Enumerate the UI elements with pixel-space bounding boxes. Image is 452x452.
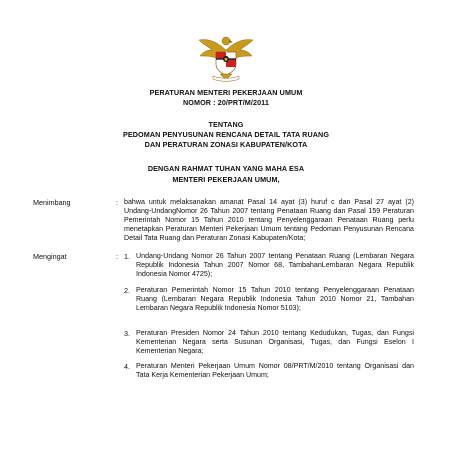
mengingat-item-text: Peraturan Menteri Pekerjaan Umum Nomor 08/PRT/M/2010 tentang Organisasi dan Tata Kerja Kementerian Pekerjaan Umum;: [136, 362, 414, 380]
mengingat-item-number: 4.: [124, 362, 130, 371]
tentang-heading: TENTANG: [208, 120, 244, 129]
mengingat-item-number: 3.: [124, 329, 130, 338]
mengingat-item-number: 1.: [124, 252, 130, 261]
mengingat-item-number: 2.: [124, 286, 130, 295]
regulation-number: NOMOR : 20/PRT/M/2011: [183, 98, 269, 107]
garuda-emblem-icon: [195, 32, 257, 82]
regulation-title: PERATURAN MENTERI PEKERJAAN UMUM: [149, 88, 303, 97]
mengingat-colon: :: [116, 252, 118, 261]
mengingat-label: Mengingat: [33, 252, 67, 261]
mengingat-item-text: Undang-Undang Nomor 26 Tahun 2007 tentang Penataan Ruang (Lembaran Negara Republik Indonesia Tahun 2007 Nomor 68, TambahanLembaran Negara Republik Indonesia Nomor 4725);: [136, 252, 414, 279]
menimbang-label: Menimbang: [33, 198, 71, 207]
rahmat-line: DENGAN RAHMAT TUHAN YANG MAHA ESA: [147, 164, 305, 173]
subject-line-1: PEDOMAN PENYUSUNAN RENCANA DETAIL TATA RUANG: [122, 130, 330, 139]
menimbang-text: bahwa untuk melaksanakan amanat Pasal 14 ayat (3) huruf c dan Pasal 27 ayat (2) Undang-UndangNomor 26 Tahun 2007 tentang Penataan Ruang dan Pasal 159 Peraturan Pemerintah Nomor 15 Tahun 2010 tentang Penyelenggaraan Penataan Ruang perlu menetapkan Peraturan Menteri Pekerjaan Umum tentang Pedoman Penyusunan Rencana Detail Tata Ruang dan Peraturan Zonasi Kabupaten/Kota;: [124, 198, 414, 243]
menteri-line: MENTERI PEKERJAAN UMUM,: [172, 175, 280, 184]
mengingat-item-text: Peraturan Pemerintah Nomor 15 Tahun 2010 tentang Penyelenggaraan Penataan Ruang (Lembaran Negara Republik Indonesia Tahun 2010 Nomor 21, Tambahan Lembaran Negara Republik Indonesia Nomor 5103);: [136, 286, 414, 313]
menimbang-colon: :: [116, 198, 118, 207]
mengingat-item-text: Peraturan Presiden Nomor 24 Tahun 2010 tentang Kedudukan, Tugas, dan Fungsi Kementerian Negara serta Susunan Organisasi, Tugas, dan Fungsi Eselon I Kementerian Negara;: [136, 329, 414, 356]
subject-line-2: DAN PERATURAN ZONASI KABUPATEN/KOTA: [144, 140, 308, 149]
